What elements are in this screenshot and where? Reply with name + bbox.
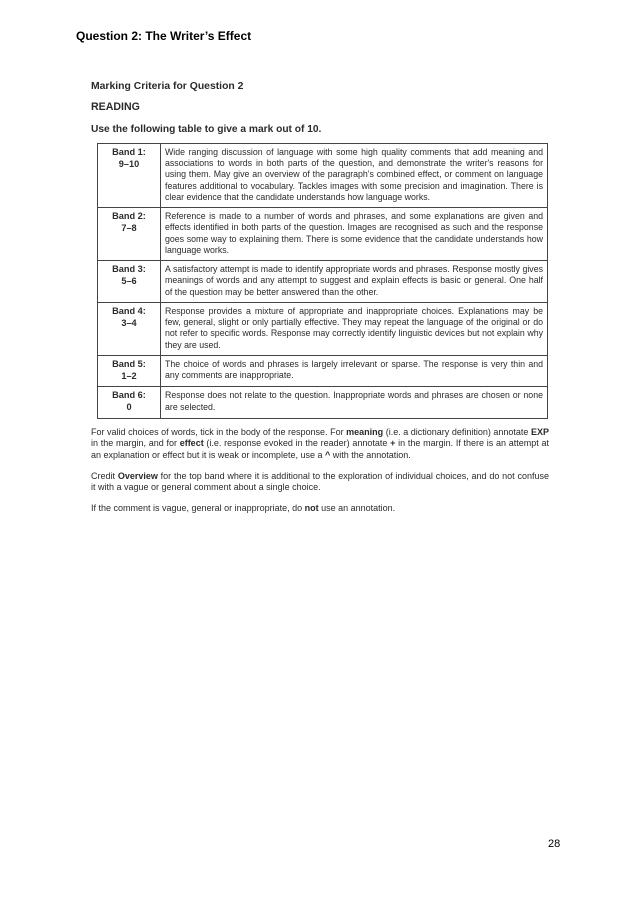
band-cell [98,143,161,207]
note-text: for the top band where it is additional to the exploration of individual choices, and do not confuse it with a vague or general comment about a single choice. [91,470,549,493]
note-emphasis: ^ [324,450,331,460]
band-description: Reference is made to a number of words and phrases, and some explanations are given and effects identified in both parts of the question. Images are recognised as such and the response goes some way to explaining them. There is some evidence that the candidate understands how language works. [161,208,548,261]
page-header-title: Question 2: The Writer’s Effect [76,29,252,43]
band-row [98,208,548,261]
band-range: 3–4 [121,317,137,328]
table-instruction: Use the following table to give a mark out of 10. [91,123,322,135]
note-text: in the margin, and for [91,438,180,449]
note-annotation-rules [91,427,549,462]
band-range: 7–8 [121,222,137,233]
note-text: use an annotation. [318,502,396,513]
note-emphasis: effect [179,438,204,449]
note-text: in the margin. If there is an attempt at an explanation or effect but it is weak or incomplete, use a [91,438,549,460]
marking-criteria-document [88,80,552,523]
marking-bands-table [97,143,548,419]
band-label: Band 4: [112,305,146,316]
band-description: The choice of words and phrases is largely irrelevant or sparse. The response is very thin and any comments are inappropriate. [161,355,548,387]
band-range: 1–2 [121,370,137,381]
band-cell [98,208,161,261]
annotation-notes [91,427,549,514]
band-cell [98,355,161,387]
band-description: A satisfactory attempt is made to identify appropriate words and phrases. Response mostly gives meanings of words and any attempt to suggest and explain effects is basic or general. One half of the question may be better answered than the other. [161,261,548,303]
band-label: Band 1: [112,146,146,157]
note-emphasis: not [304,502,319,513]
band-description: Wide ranging discussion of language with some high quality comments that add meaning and associations to words in both parts of the question, and demonstrate the writer's reasons for using them. May give an overview of the paragraph's combined effect, or comment on language features additional to vocabulary. Tackles images with some precision and imagination. There is clear evidence that the candidate understands how language works. [161,143,548,207]
band-row [98,355,548,387]
band-range: 9–10 [118,158,140,169]
band-label: Band 3: [112,264,146,275]
band-label: Band 6: [112,390,146,401]
section-heading-reading: READING [91,101,140,114]
marking-criteria-title: Marking Criteria for Question 2 [91,81,244,92]
band-description: Response provides a mixture of appropriate and inappropriate choices. Explanations may be few, general, slight or only partially effective. They may repeat the language of the original or do not refer to specific words. Response may correctly identify linguistic devices but not explain why they are used. [161,302,548,355]
note-text: For valid choices of words, tick in the body of the response. For [91,426,347,437]
band-description: Response does not relate to the question. Inappropriate words and phrases are chosen or none are selected. [161,387,548,419]
band-cell [98,387,161,419]
note-text: with the annotation. [330,450,411,460]
note-emphasis: EXP [530,426,549,437]
band-label: Band 5: [112,358,146,369]
page-number: 28 [548,838,561,850]
note-text: (i.e. response evoked in the reader) annotate [203,438,391,449]
band-row [98,261,548,303]
note-text: (i.e. a dictionary definition) annotate [383,426,531,437]
note-text: If the comment is vague, general or inappropriate, do [91,502,305,513]
note-emphasis: Overview [117,470,158,481]
band-label: Band 2: [112,211,146,222]
band-range: 0 [126,402,132,413]
band-range: 5–6 [121,275,137,286]
note-text: Credit [91,470,118,481]
band-row [98,387,548,419]
band-row [98,143,548,207]
band-cell [98,261,161,303]
note-emphasis: meaning [346,426,384,437]
note-emphasis: + [390,438,396,449]
note-vague-comment [91,503,549,515]
note-overview-credit [91,471,549,494]
band-cell [98,302,161,355]
band-row [98,302,548,355]
